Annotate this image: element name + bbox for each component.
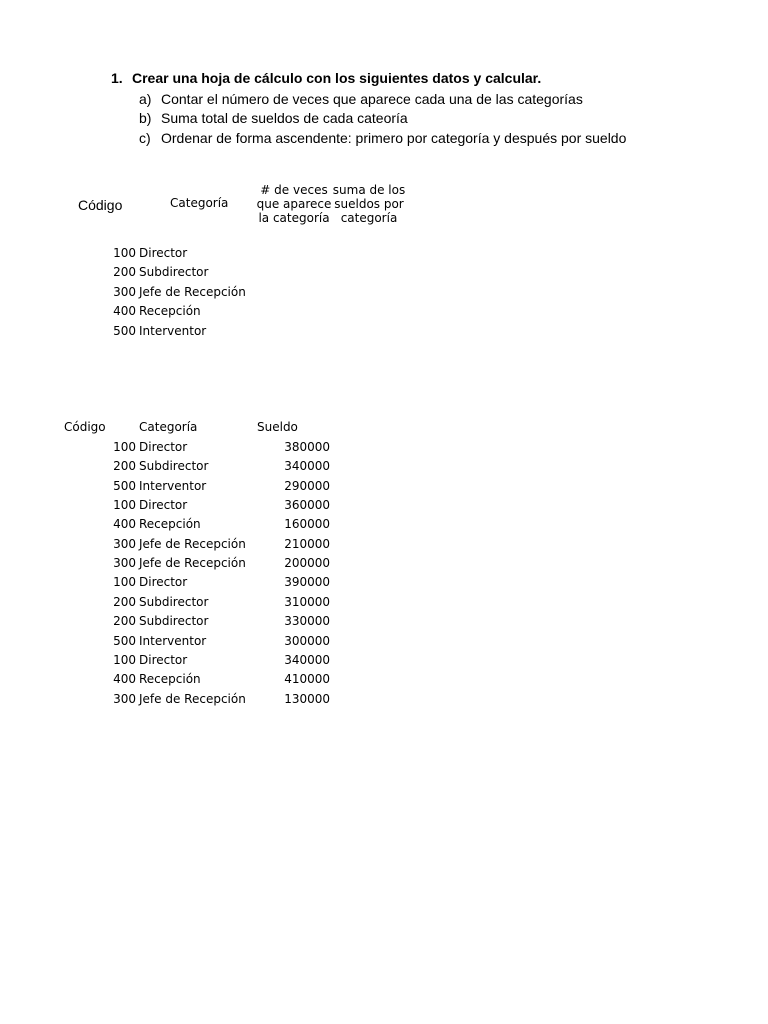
instruction-text: Ordenar de forma ascendente: primero por categoría y después por sueldo [161, 130, 627, 146]
instruction-text: Contar el número de veces que aparece cada una de las categorías [161, 91, 583, 107]
salary-row-category: Jefe de Recepción [139, 537, 246, 551]
instruction-item-b [139, 110, 408, 126]
summary-row-category: Subdirector [139, 265, 209, 279]
summary-header-sum-line: categoría [340, 211, 398, 225]
salary-row-category: Subdirector [139, 459, 209, 473]
summary-header-category: Categoría [170, 196, 229, 210]
exercise-title-text: Crear una hoja de cálculo con los siguientes datos y calcular. [132, 70, 542, 86]
summary-row-category: Interventor [139, 324, 207, 338]
salary-header-category: Categoría [139, 420, 198, 434]
summary-row-code: 500 [113, 324, 136, 338]
exercise-number: 1. [111, 70, 123, 86]
salary-row-code: 200 [113, 595, 136, 609]
salary-row-value: 340000 [284, 653, 330, 667]
summary-row-category: Director [139, 246, 188, 260]
salary-row-category: Director [139, 440, 188, 454]
salary-row-code: 300 [113, 537, 136, 551]
summary-row-category: Jefe de Recepción [139, 285, 246, 299]
summary-row-code: 300 [113, 285, 136, 299]
salary-row-category: Interventor [139, 634, 207, 648]
salary-row-value: 290000 [284, 479, 330, 493]
salary-row-value: 410000 [284, 672, 330, 686]
salary-row-value: 390000 [284, 575, 330, 589]
summary-header-sum [331, 183, 407, 225]
salary-row-value: 210000 [284, 537, 330, 551]
salary-row-category: Interventor [139, 479, 207, 493]
instruction-item-c [139, 130, 626, 146]
salary-row-code: 100 [113, 498, 136, 512]
summary-header-count-line: la categoría [258, 211, 330, 225]
summary-header-count-line: # de veces [260, 183, 328, 197]
salary-row-code: 100 [113, 440, 136, 454]
summary-header-count [256, 183, 332, 225]
salary-row-code: 200 [113, 459, 136, 473]
salary-row-value: 380000 [284, 440, 330, 454]
summary-row-code: 100 [113, 246, 136, 260]
salary-row-category: Jefe de Recepción [139, 692, 246, 706]
salary-header-salary: Sueldo [257, 420, 298, 434]
salary-row-code: 200 [113, 614, 136, 628]
summary-header-sum-line: sueldos por [334, 197, 404, 211]
salary-row-value: 310000 [284, 595, 330, 609]
salary-row-category: Director [139, 575, 188, 589]
salary-row-value: 360000 [284, 498, 330, 512]
summary-header-count-line: que aparece [256, 197, 332, 211]
salary-row-value: 130000 [284, 692, 330, 706]
salary-row-value: 200000 [284, 556, 330, 570]
salary-row-category: Recepción [139, 517, 201, 531]
salary-row-code: 500 [113, 479, 136, 493]
salary-row-value: 340000 [284, 459, 330, 473]
salary-row-category: Subdirector [139, 595, 209, 609]
salary-row-category: Jefe de Recepción [139, 556, 246, 570]
salary-row-code: 100 [113, 575, 136, 589]
salary-header-code: Código [64, 420, 106, 434]
summary-header-code: Código [78, 197, 123, 213]
exercise-title [111, 70, 541, 86]
salary-row-code: 100 [113, 653, 136, 667]
salary-row-category: Director [139, 498, 188, 512]
salary-row-code: 500 [113, 634, 136, 648]
instruction-letter: a) [139, 91, 152, 107]
summary-row-code: 400 [113, 304, 136, 318]
salary-row-code: 300 [113, 692, 136, 706]
summary-row-category: Recepción [139, 304, 201, 318]
instruction-text: Suma total de sueldos de cada cateoría [161, 110, 408, 126]
salary-row-category: Recepción [139, 672, 201, 686]
salary-row-code: 300 [113, 556, 136, 570]
instruction-letter: c) [139, 130, 151, 146]
instruction-item-a [139, 91, 583, 107]
salary-row-value: 330000 [284, 614, 330, 628]
salary-row-value: 300000 [284, 634, 330, 648]
salary-row-category: Subdirector [139, 614, 209, 628]
salary-row-category: Director [139, 653, 188, 667]
salary-row-code: 400 [113, 517, 136, 531]
summary-header-sum-line: suma de los [332, 183, 406, 197]
instruction-letter: b) [139, 110, 152, 126]
salary-row-value: 160000 [284, 517, 330, 531]
summary-row-code: 200 [113, 265, 136, 279]
salary-row-code: 400 [113, 672, 136, 686]
